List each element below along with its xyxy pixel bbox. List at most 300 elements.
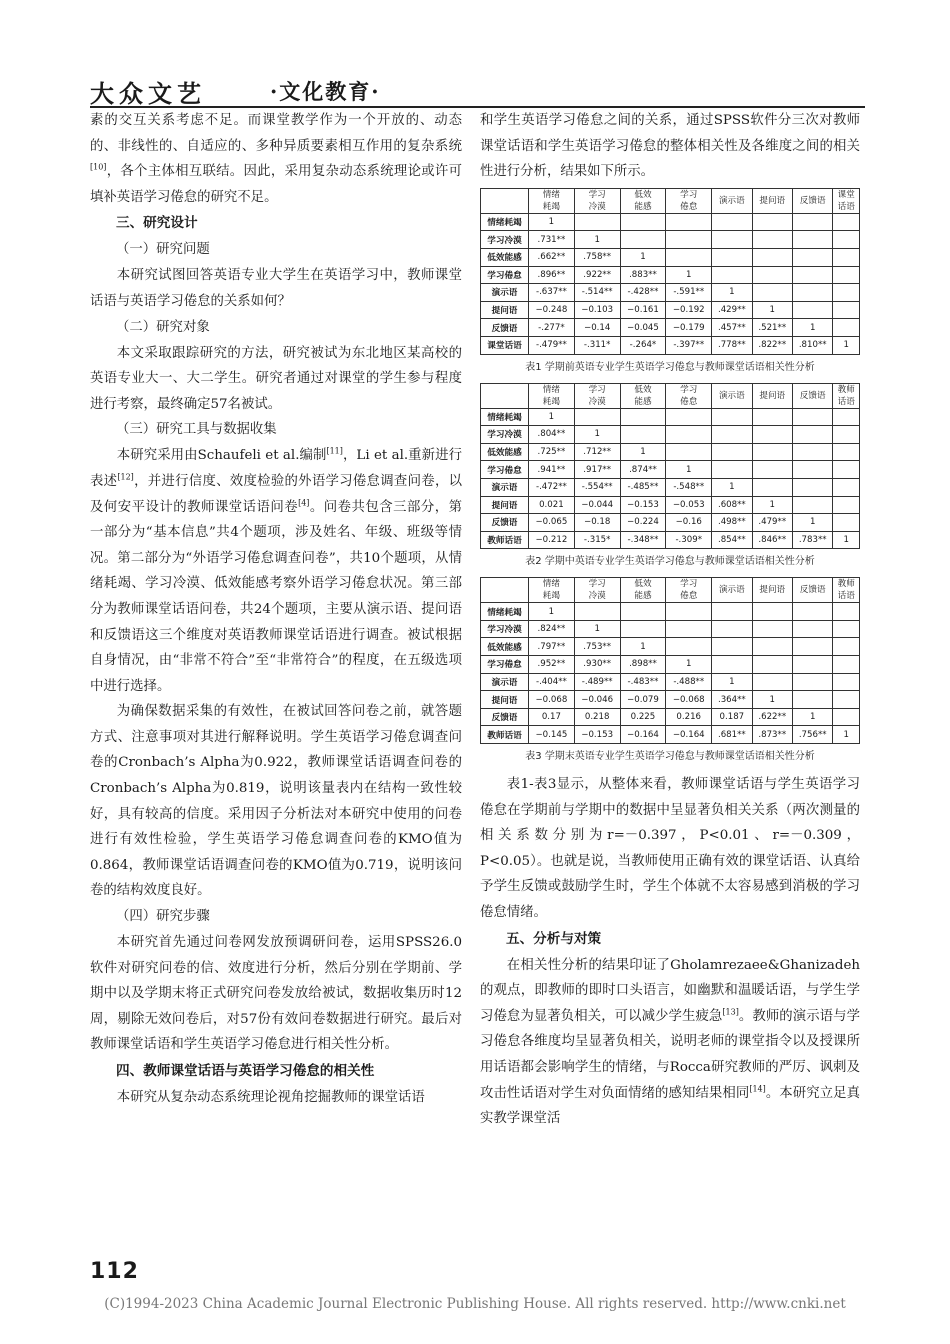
table-cell: -.428**	[620, 284, 666, 302]
table-row	[481, 213, 860, 231]
table-cell	[833, 426, 860, 444]
table-cell	[792, 301, 832, 319]
table-cell: 1	[792, 514, 832, 532]
table-header-row	[481, 383, 860, 408]
column-header-line: 冷漠	[588, 201, 606, 212]
row-label: 学习冷漠	[481, 231, 529, 249]
table-cell: .922**	[574, 266, 620, 284]
column-header-line: 反馈语	[799, 390, 826, 401]
table-cell: .725**	[529, 443, 575, 461]
table-cell	[792, 408, 832, 426]
table-row	[481, 301, 860, 319]
table-cell: -.309*	[666, 531, 712, 549]
table-cell: 1	[666, 266, 712, 284]
table-cell	[833, 673, 860, 691]
row-label: 提问语	[481, 691, 529, 709]
citation[interactable]: [14]	[749, 1084, 766, 1094]
table-cell: −0.153	[620, 496, 666, 514]
table-cell: 1	[712, 478, 752, 496]
table-cell: .846**	[752, 531, 792, 549]
copyright-footer: (C)1994-2023 China Academic Journal Electronic Publishing House. All rights reserved. http://www.cnki.net	[104, 1296, 846, 1312]
row-label: 学习冷漠	[481, 426, 529, 444]
column-header-line: 反馈语	[799, 195, 826, 206]
row-label: 反馈语	[481, 319, 529, 337]
table-cell: -.264*	[620, 336, 666, 354]
column-header	[574, 188, 620, 213]
table-row	[481, 691, 860, 709]
table-cell: 1	[752, 301, 792, 319]
row-label: 学习倦怠	[481, 656, 529, 674]
paragraph: 为确保数据采集的有效性，在被试回答问卷之前，就答题方式、注意事项对其进行解释说明。学生英语学习倦怠调查问卷的Cronbach’s Alpha为0.922，教师课堂话语调查问卷的Cronbach’s Alpha为0.819，说明该量表内在结构一致性较好，具有较高的信度。采用因子分析法对本研究中使用的问卷进行有效性检验，学生英语学习倦怠调查问卷的KMO值为0.864，教师课堂话语调查问卷的KMO值为0.719，说明该问卷的结构效度良好。	[90, 704, 462, 899]
table-cell: .824**	[529, 620, 575, 638]
table-cell: .753**	[574, 638, 620, 656]
table-cell	[620, 213, 666, 231]
table-cell: .622**	[752, 708, 792, 726]
row-label: 演示语	[481, 673, 529, 691]
table-cell: .873**	[752, 726, 792, 744]
correlation-table	[480, 383, 860, 550]
table-cell: .941**	[529, 461, 575, 479]
table-cell	[574, 213, 620, 231]
subsection-heading: （四）研究步骤	[116, 909, 210, 925]
table-cell	[712, 213, 752, 231]
row-label: 提问语	[481, 301, 529, 319]
row-label: 课堂话语	[481, 336, 529, 354]
table-cell	[666, 248, 712, 266]
row-label: 学习冷漠	[481, 620, 529, 638]
table-cell	[666, 213, 712, 231]
table-cell	[712, 603, 752, 621]
table-cell: −0.046	[574, 691, 620, 709]
column-header	[792, 383, 832, 408]
table-cell	[833, 708, 860, 726]
table-cell: .952**	[529, 656, 575, 674]
table-cell	[792, 496, 832, 514]
table-cell: −0.224	[620, 514, 666, 532]
table-cell	[792, 266, 832, 284]
table-row	[481, 514, 860, 532]
table-cell	[666, 443, 712, 461]
table-cell	[792, 213, 832, 231]
table-cell: −0.14	[574, 319, 620, 337]
column-header	[752, 383, 792, 408]
table-cell	[833, 478, 860, 496]
table-cell	[712, 248, 752, 266]
table-caption: 表3 学期末英语专业学生英语学习倦怠与教师课堂话语相关性分析	[525, 751, 815, 763]
table-row	[481, 656, 860, 674]
table-header-row	[481, 578, 860, 603]
table-cell: .874**	[620, 461, 666, 479]
table-cell: .917**	[574, 461, 620, 479]
table-cell	[712, 408, 752, 426]
row-label: 提问语	[481, 496, 529, 514]
table-row	[481, 496, 860, 514]
paragraph: 和学生英语学习倦怠之间的关系，通过SPSS软件分三次对教师课堂话语和学生英语学习倦怠的整体相关性及各维度之间的相关性进行分析，结果如下所示。	[480, 113, 860, 180]
table-cell: .804**	[529, 426, 575, 444]
column-header	[833, 578, 860, 603]
table-row	[481, 336, 860, 354]
table-cell: 1	[620, 638, 666, 656]
table-cell: -.311*	[574, 336, 620, 354]
column-header	[529, 578, 575, 603]
table-cell	[792, 231, 832, 249]
table-cell	[833, 603, 860, 621]
column-header	[752, 578, 792, 603]
table-cell: −0.164	[620, 726, 666, 744]
table-cell: 1	[833, 726, 860, 744]
table-cell	[620, 426, 666, 444]
column-header-line: 倦怠	[680, 591, 698, 602]
column-header	[833, 383, 860, 408]
row-label: 情绪耗竭	[481, 213, 529, 231]
table-cell: 1	[574, 620, 620, 638]
table-cell: -.488**	[666, 673, 712, 691]
table-cell: −0.179	[666, 319, 712, 337]
table-header-row	[481, 188, 860, 213]
table-row	[481, 231, 860, 249]
page-number: 112	[90, 1259, 139, 1284]
column-header-line: 学习	[588, 579, 606, 590]
table-cell	[752, 284, 792, 302]
table-row	[481, 603, 860, 621]
paragraph: 本研究试图回答英语专业大学生在英语学习中，教师课堂话语与英语学习倦怠的关系如何？	[90, 268, 462, 309]
table-cell: .898**	[620, 656, 666, 674]
table-cell	[792, 691, 832, 709]
column-header-line: 学习	[588, 384, 606, 395]
paragraph: 在相关性分析的结果印证了Gholamrezaee&Ghanizadeh的观点，即教师的即时口头语言，如幽默和温暖话语，与学生学习倦怠为显著负相关，可以减少学生疲急[13]。教师的演示语与学习倦怠各维度均呈显著负相关，说明老师的课堂指令以及授课所用话语都会影响学生的情绪，与Rocca研究教师的严厉、讽刺及攻击性话语对学生对负面情绪的感知结果相同[14]。本研究立足真实教学课堂活	[480, 957, 861, 1127]
citation[interactable]: [10]	[90, 162, 107, 172]
table-cell: -.404**	[529, 673, 575, 691]
table-cell	[792, 603, 832, 621]
row-label: 情绪耗竭	[481, 603, 529, 621]
column-header	[666, 383, 712, 408]
table-cell: -.348**	[620, 531, 666, 549]
table-cell	[833, 231, 860, 249]
column-header-line: 冷漠	[588, 396, 606, 407]
citation[interactable]: [12]	[117, 472, 134, 482]
column-header-line: 话语	[837, 396, 855, 407]
page-header	[90, 72, 865, 106]
column-header-line: 能感	[634, 396, 652, 407]
table-cell: .364**	[712, 691, 752, 709]
citation[interactable]: [4]	[298, 498, 310, 508]
table-cell	[712, 443, 752, 461]
table-cell: 0.216	[666, 708, 712, 726]
paragraph: 本研究采用由Schaufeli et al.编制[11]，Li et al.重新进行表述[12]，并进行信度、效度检验的外语学习倦怠调查问卷，以及何安平设计的教师课堂话语问卷[4]。问卷共包含三部分，第一部分为“基本信息”共4个题项，涉及姓名、年级、班级等情况。第二部分为“外语学习倦怠调查问卷”，共10个题项，从情绪耗竭、学习冷漠、低效能感考察外语学习倦怠状况。第三部分为教师课堂话语问卷，共24个题项，主要从演示语、提问语和反馈语这三个维度对英语教师课堂话语进行调查。被试根据自身情况，由“非常不符合”至“非常符合”的程度，在五级选项中进行选择。	[90, 446, 463, 694]
table-cell: −0.045	[620, 319, 666, 337]
table-cell: .810**	[792, 336, 832, 354]
paragraph: 本文采取跟踪研究的方法，研究被试为东北地区某高校的英语专业大一、大二学生。研究者通过对课堂的学生参与程度进行考察，最终确定57名被试。	[90, 345, 462, 412]
column-header-line: 耗竭	[542, 201, 560, 212]
table-cell	[792, 284, 832, 302]
citation[interactable]: [11]	[326, 446, 343, 456]
table-cell: .883**	[620, 266, 666, 284]
table-cell: 1	[833, 336, 860, 354]
paragraph: 素的交互关系考虑不足。而课堂教学作为一个开放的、动态的、非线性的、自适应的、多种异质要素相互作用的复杂系统[10]，各个主体相互联结。因此，采用复杂动态系统理论或许可填补英语学习倦怠的研究不足。	[90, 113, 462, 205]
table-cell	[792, 426, 832, 444]
left-column	[90, 108, 462, 1111]
table-cell: .662**	[529, 248, 575, 266]
column-header	[792, 578, 832, 603]
table-cell: 1	[529, 213, 575, 231]
table-row	[481, 266, 860, 284]
table-cell: 0.218	[574, 708, 620, 726]
table-cell: −0.068	[529, 691, 575, 709]
table-cell: .758**	[574, 248, 620, 266]
correlation-table	[480, 188, 860, 355]
table-cell	[752, 426, 792, 444]
column-header-line: 冷漠	[588, 591, 606, 602]
table-cell	[752, 408, 792, 426]
paragraph: 表1-表3显示，从整体来看，教师课堂话语与学生英语学习倦怠在学期前与学期中的数据中呈显著负相关关系（两次测量的相关系数分别为r=－0.397，P<0.01、r=－0.309，P<0.05）。也就是说，当教师使用正确有效的课堂话语、认真给予学生反馈或鼓励学生时，学生个体就不太容易感到消极的学习倦怠情绪。	[480, 777, 860, 920]
column-header-line: 低效	[634, 579, 652, 590]
table-row	[481, 726, 860, 744]
table-cell	[752, 620, 792, 638]
table-row	[481, 408, 860, 426]
table-cell	[833, 443, 860, 461]
table-cell: −0.145	[529, 726, 575, 744]
subsection-heading: （一）研究问题	[116, 242, 210, 258]
table-cell: −0.248	[529, 301, 575, 319]
table-cell	[752, 603, 792, 621]
column-header-line: 能感	[634, 591, 652, 602]
row-label: 学习倦怠	[481, 266, 529, 284]
table-cell: .756**	[792, 726, 832, 744]
table-cell	[620, 231, 666, 249]
table-cell: 0.225	[620, 708, 666, 726]
table-cell	[712, 266, 752, 284]
table-cell: -.514**	[574, 284, 620, 302]
table-cell	[833, 656, 860, 674]
column-header-line: 演示语	[718, 195, 745, 206]
section-title: ·文化教育·	[270, 79, 381, 104]
column-header-line: 话语	[837, 201, 855, 212]
table-row	[481, 638, 860, 656]
table-cell: .930**	[574, 656, 620, 674]
table-cell: .608**	[712, 496, 752, 514]
table-cell	[833, 620, 860, 638]
table-cell: 0.187	[712, 708, 752, 726]
column-header-line: 能感	[634, 201, 652, 212]
table-cell	[833, 691, 860, 709]
table-cell	[574, 603, 620, 621]
column-header-line: 耗竭	[542, 591, 560, 602]
row-label: 反馈语	[481, 708, 529, 726]
column-header	[620, 578, 666, 603]
table-cell	[833, 408, 860, 426]
row-label: 学习倦怠	[481, 461, 529, 479]
table-cell	[752, 478, 792, 496]
correlation-table-block	[480, 577, 860, 766]
column-header-line: 情绪	[542, 189, 560, 200]
table-cell: -.277*	[529, 319, 575, 337]
row-label: 教师话语	[481, 531, 529, 549]
table-cell: .429**	[712, 301, 752, 319]
table-cell	[752, 656, 792, 674]
column-header-line: 演示语	[718, 585, 745, 596]
table-cell: -.637**	[529, 284, 575, 302]
column-header-line: 提问语	[759, 390, 786, 401]
row-label: 低效能感	[481, 248, 529, 266]
table-cell: .479**	[752, 514, 792, 532]
table-cell: .712**	[574, 443, 620, 461]
table-cell	[792, 656, 832, 674]
table-cell	[792, 638, 832, 656]
column-header	[529, 383, 575, 408]
table-cell: −0.192	[666, 301, 712, 319]
table-row	[481, 673, 860, 691]
table-cell: -.591**	[666, 284, 712, 302]
table-cell: −0.164	[666, 726, 712, 744]
table-cell: -.485**	[620, 478, 666, 496]
table-cell: 1	[620, 443, 666, 461]
column-header	[620, 188, 666, 213]
table-cell: .778**	[712, 336, 752, 354]
table-cell	[833, 514, 860, 532]
table-cell	[712, 426, 752, 444]
table-cell	[833, 301, 860, 319]
column-header-line: 情绪	[542, 579, 560, 590]
table-corner-cell	[481, 578, 529, 603]
column-header-line: 学习	[680, 384, 698, 395]
table-cell: -.315*	[574, 531, 620, 549]
table-cell: .457**	[712, 319, 752, 337]
table-cell	[752, 231, 792, 249]
table-cell	[833, 496, 860, 514]
correlation-table	[480, 577, 860, 744]
column-header-line: 课堂	[837, 189, 855, 200]
table-cell: 1	[752, 496, 792, 514]
table-row	[481, 531, 860, 549]
table-cell	[620, 620, 666, 638]
row-label: 教师话语	[481, 726, 529, 744]
column-header	[666, 578, 712, 603]
table-corner-cell	[481, 383, 529, 408]
table-cell	[712, 656, 752, 674]
table-cell	[712, 638, 752, 656]
table-cell: -.472**	[529, 478, 575, 496]
magazine-title: 大众文艺	[90, 79, 206, 108]
table-cell: 1	[574, 426, 620, 444]
table-cell: 1	[666, 656, 712, 674]
row-label: 反馈语	[481, 514, 529, 532]
column-header-line: 倦怠	[680, 396, 698, 407]
table-cell: 1	[792, 708, 832, 726]
table-cell: −0.161	[620, 301, 666, 319]
table-cell	[666, 620, 712, 638]
table-cell	[792, 620, 832, 638]
column-header	[574, 578, 620, 603]
citation[interactable]: [13]	[722, 1007, 739, 1017]
table-cell	[833, 266, 860, 284]
table-cell: −0.044	[574, 496, 620, 514]
column-header-line: 学习	[680, 579, 698, 590]
table-cell: .783**	[792, 531, 832, 549]
column-header	[529, 188, 575, 213]
table-cell	[752, 248, 792, 266]
column-header-line: 提问语	[759, 585, 786, 596]
table-cell: −0.103	[574, 301, 620, 319]
correlation-table-block	[480, 188, 860, 377]
table-row	[481, 620, 860, 638]
table-cell	[792, 248, 832, 266]
column-header-line: 低效	[634, 384, 652, 395]
column-header	[574, 383, 620, 408]
column-header-line: 演示语	[718, 390, 745, 401]
table-cell: -.483**	[620, 673, 666, 691]
column-header-line: 耗竭	[542, 396, 560, 407]
table-row	[481, 478, 860, 496]
table-cell	[752, 266, 792, 284]
table-row	[481, 708, 860, 726]
table-cell	[712, 231, 752, 249]
table-cell	[666, 426, 712, 444]
tables-container	[480, 188, 860, 766]
column-header-line: 低效	[634, 189, 652, 200]
table-cell: 0.17	[529, 708, 575, 726]
column-header-line: 情绪	[542, 384, 560, 395]
row-label: 低效能感	[481, 638, 529, 656]
table-cell: 1	[752, 691, 792, 709]
column-header	[833, 188, 860, 213]
table-cell: 1	[712, 284, 752, 302]
table-cell: .822**	[752, 336, 792, 354]
section-heading: 四、教师课堂话语与英语学习倦怠的相关性	[116, 1063, 375, 1079]
table-cell	[792, 443, 832, 461]
table-cell	[752, 673, 792, 691]
column-header	[752, 188, 792, 213]
table-cell: −0.065	[529, 514, 575, 532]
table-row	[481, 248, 860, 266]
table-cell	[752, 443, 792, 461]
table-cell: .731**	[529, 231, 575, 249]
column-header-line: 反馈语	[799, 585, 826, 596]
table-cell: 1	[529, 408, 575, 426]
table-cell	[666, 231, 712, 249]
table-cell	[666, 603, 712, 621]
table-cell: 1	[792, 319, 832, 337]
row-label: 情绪耗竭	[481, 408, 529, 426]
column-header-line: 提问语	[759, 195, 786, 206]
paragraph: 本研究首先通过问卷网发放预调研问卷，运用SPSS26.0软件对研究问卷的信、效度进行分析，然后分别在学期前、学期中以及学期末将正式研究问卷发放给被试，数据收集历时12周，剔除无效问卷后，对57份有效问卷数据进行研究。最后对教师课堂话语和学生英语学习倦怠进行相关性分析。	[90, 935, 462, 1053]
table-cell	[620, 408, 666, 426]
table-caption: 表2 学期中英语专业学生英语学习倦怠与教师课堂话语相关性分析	[525, 556, 815, 568]
table-cell: 1	[529, 603, 575, 621]
table-cell	[792, 673, 832, 691]
table-cell: -.397**	[666, 336, 712, 354]
table-cell: 1	[620, 248, 666, 266]
column-header-line: 话语	[837, 591, 855, 602]
table-cell: -.548**	[666, 478, 712, 496]
table-row	[481, 443, 860, 461]
table-cell	[792, 478, 832, 496]
table-cell	[574, 408, 620, 426]
table-cell: -.554**	[574, 478, 620, 496]
column-header-line: 学习	[680, 189, 698, 200]
table-cell: .797**	[529, 638, 575, 656]
section-heading: 五、分析与对策	[506, 930, 602, 947]
subsection-heading: （三）研究工具与数据收集	[116, 422, 277, 438]
table-cell: .854**	[712, 531, 752, 549]
table-row	[481, 284, 860, 302]
column-header	[712, 578, 752, 603]
table-cell	[620, 603, 666, 621]
table-row	[481, 319, 860, 337]
table-cell	[666, 408, 712, 426]
table-cell	[833, 248, 860, 266]
column-header-line: 教师	[837, 384, 855, 395]
column-header	[712, 188, 752, 213]
